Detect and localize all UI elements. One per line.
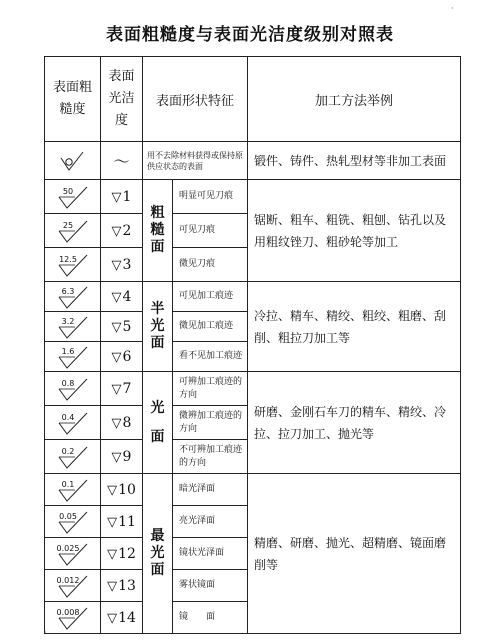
header-surface-feature: 表面形状特征: [143, 57, 248, 142]
feature-cell: 不可辨加工痕迹的方向: [173, 440, 248, 474]
roughness-symbol-cell: [45, 440, 101, 474]
roughness-symbol-icon: [53, 445, 93, 469]
group-label-cell: [143, 180, 173, 282]
grade-cell: [101, 506, 143, 538]
grade-number: 4: [122, 288, 132, 305]
roughness-symbol-icon: [53, 219, 93, 243]
grade-cell: ～: [101, 142, 143, 180]
page-title: 表面粗糙度与表面光洁度级别对照表: [106, 25, 394, 45]
method-cell: 精磨、研磨、抛光、超精磨、镜面磨削等: [248, 474, 461, 634]
table-row: [45, 142, 461, 180]
roughness-symbol-icon: [53, 411, 93, 435]
grade-cell: [101, 282, 143, 312]
triangle-icon: ▽: [111, 189, 122, 205]
method-cell: 冷拉、精车、精绞、粗绞、粗磨、刮削、粗拉刀加工等: [248, 282, 461, 372]
grade-number: 2: [122, 222, 132, 239]
roughness-symbol-cell: [45, 248, 101, 282]
grade-cell: [101, 180, 143, 214]
roughness-symbol-cell: [45, 312, 101, 342]
roughness-symbol-icon: [53, 285, 93, 309]
header-method: 加工方法举例: [248, 57, 461, 142]
table-row: [45, 282, 461, 312]
roughness-symbol-cell: [45, 142, 101, 180]
feature-cell: 暗光泽面: [173, 474, 248, 506]
header-row: [45, 57, 461, 142]
grade-number: 13: [118, 577, 136, 594]
ra-value: 0.012: [56, 575, 79, 585]
method-cell: 锯断、粗车、粗铣、粗刨、钻孔以及用粗纹锉刀、粗砂轮等加工: [248, 180, 461, 282]
grade-cell: [101, 312, 143, 342]
roughness-symbol-cell: [45, 538, 101, 570]
grade-cell: [101, 538, 143, 570]
grade-number: 14: [118, 609, 136, 626]
triangle-icon: ▽: [111, 349, 122, 365]
feature-cell: 用不去除材料获得或保持原供应状态的表面: [143, 142, 248, 180]
grade-number: 7: [122, 380, 132, 397]
roughness-symbol-icon: [53, 606, 93, 630]
method-cell: 研磨、金刚石车刀的精车、精绞、冷拉、拉刀加工、抛光等: [248, 372, 461, 474]
grade-cell: [101, 214, 143, 248]
feature-cell: 镜 面: [173, 602, 248, 634]
grade-cell: [101, 342, 143, 372]
header-finish: 表面 光洁 度: [101, 57, 143, 142]
triangle-icon: ▽: [111, 381, 122, 397]
ra-value: 0.05: [58, 511, 77, 521]
grade-number: 6: [122, 348, 132, 365]
roughness-symbol-cell: [45, 180, 101, 214]
grade-number: 9: [122, 448, 132, 465]
roughness-symbol-cell: [45, 214, 101, 248]
triangle-icon: ▽: [111, 289, 122, 305]
feature-cell: 明显可见刀痕: [173, 180, 248, 214]
grade-cell: [101, 372, 143, 406]
feature-cell: 雾状镜面: [173, 570, 248, 602]
feature-cell: 微辨加工痕迹的方向: [173, 406, 248, 440]
corner-mark: ·: [451, 4, 454, 13]
roughness-symbol-cell: [45, 474, 101, 506]
ra-value: 25: [62, 220, 73, 230]
grade-cell: [101, 440, 143, 474]
triangle-icon: ▽: [107, 546, 118, 562]
method-cell: 锻件、铸件、热轧型材等非加工表面: [248, 142, 461, 180]
group-label-char: 面: [150, 335, 165, 351]
grade-cell: [101, 602, 143, 634]
table-row: [45, 180, 461, 214]
feature-cell: 亮光泽面: [173, 506, 248, 538]
grade-number: 10: [118, 481, 136, 498]
roughness-symbol-icon: [53, 478, 93, 502]
roughness-symbol-cell: [45, 570, 101, 602]
ra-value: 0.4: [61, 412, 74, 422]
triangle-icon: ▽: [111, 257, 122, 273]
group-label-char: 光: [150, 399, 165, 416]
grade-number: 1: [122, 188, 132, 205]
groups-body: [45, 180, 461, 634]
roughness-symbol-icon: [53, 574, 93, 598]
triangle-icon: ▽: [107, 610, 118, 626]
header-roughness: 表面粗 糙度: [45, 57, 101, 142]
group-label-char: 最: [150, 528, 165, 544]
group-label-char: 面: [150, 428, 165, 445]
grade-cell: [101, 474, 143, 506]
group-label-cell: [143, 372, 173, 474]
ra-value: 12.5: [58, 254, 77, 264]
feature-cell: 镜状光泽面: [173, 538, 248, 570]
triangle-icon: ▽: [107, 482, 118, 498]
table-row: [45, 372, 461, 406]
roughness-symbol-icon: [53, 510, 93, 534]
ra-value: 3.2: [61, 316, 74, 326]
ra-value: 0.025: [56, 543, 79, 553]
triangle-icon: ▽: [111, 319, 122, 335]
group-label-cell: [143, 282, 173, 372]
feature-cell: 看不见加工痕迹: [173, 342, 248, 372]
group-label-char: 糙: [150, 222, 165, 238]
table-row: [45, 474, 461, 506]
roughness-symbol-cell: [45, 506, 101, 538]
corner-mark: ·: [44, 628, 47, 637]
group-label-char: 面: [150, 562, 165, 578]
ra-value: 0.1: [61, 479, 74, 489]
feature-cell: 微见刀痕: [173, 248, 248, 282]
roughness-symbol-cell: [45, 406, 101, 440]
grade-cell: [101, 406, 143, 440]
group-label-char: 光: [150, 318, 165, 334]
group-label-char: 光: [150, 545, 165, 561]
roughness-symbol-icon: [53, 377, 93, 401]
feature-cell: 微见加工痕迹: [173, 312, 248, 342]
ra-value: 0.8: [61, 378, 74, 388]
roughness-symbol-icon: [53, 542, 93, 566]
roughness-symbol-icon: [53, 185, 93, 209]
unmachined-symbol-icon: [57, 150, 89, 172]
grade-cell: [101, 248, 143, 282]
group-label-char: 面: [150, 239, 165, 255]
roughness-symbol-cell: [45, 372, 101, 406]
roughness-symbol-icon: [53, 253, 93, 277]
triangle-icon: ▽: [111, 223, 122, 239]
triangle-icon: ▽: [111, 415, 122, 431]
ra-value: 50: [62, 186, 73, 196]
feature-cell: 可见加工痕迹: [173, 282, 248, 312]
grade-cell: [101, 570, 143, 602]
roughness-symbol-icon: [53, 315, 93, 339]
roughness-symbol-cell: [45, 602, 101, 634]
triangle-icon: ▽: [107, 514, 118, 530]
ra-value: 1.6: [61, 346, 74, 356]
ra-value: 6.3: [61, 286, 74, 296]
roughness-symbol-cell: [45, 342, 101, 372]
group-label-char: 半: [150, 301, 165, 317]
grade-number: 8: [122, 414, 132, 431]
ra-value: 0.2: [61, 446, 74, 456]
comparison-table: [44, 56, 461, 634]
group-label-cell: [143, 474, 173, 634]
grade-number: 11: [118, 513, 136, 530]
grade-number: 3: [122, 256, 132, 273]
triangle-icon: ▽: [111, 449, 122, 465]
grade-number: 5: [122, 318, 132, 335]
triangle-icon: ▽: [107, 578, 118, 594]
group-label-char: 粗: [150, 205, 165, 221]
feature-cell: 可见刀痕: [173, 214, 248, 248]
roughness-symbol-cell: [45, 282, 101, 312]
feature-cell: 可辨加工痕迹的方向: [173, 372, 248, 406]
roughness-symbol-icon: [53, 345, 93, 369]
grade-number: 12: [118, 545, 136, 562]
ra-value: 0.008: [56, 607, 79, 617]
